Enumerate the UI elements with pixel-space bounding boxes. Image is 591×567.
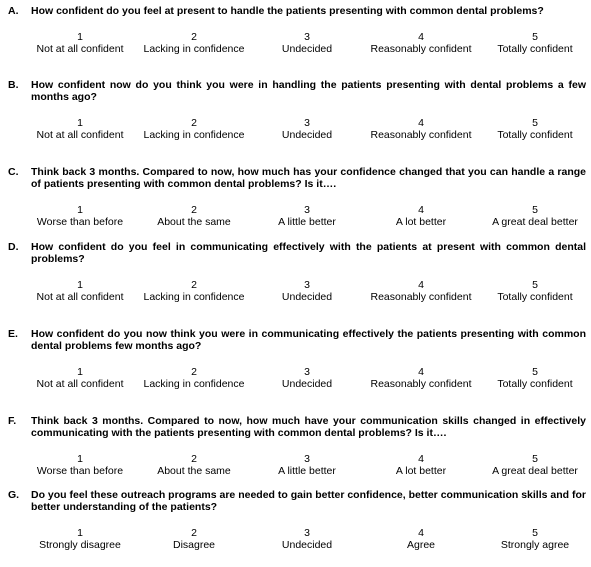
option-number: 5 — [532, 31, 538, 43]
option-number: 2 — [191, 117, 197, 129]
option-number: 5 — [532, 204, 538, 216]
option-number: 2 — [191, 279, 197, 291]
question-letter: E. — [8, 328, 18, 340]
question-text: Think back 3 months. Compared to now, how much have your communication skills changed in effectively communicating with the patients presenting with common dental problems? Is it…. — [31, 415, 586, 439]
option-number: 5 — [532, 453, 538, 465]
question-text: How confident do you feel at present to handle the patients presenting with common dental problems? — [31, 5, 544, 17]
option-label: Agree — [406, 539, 436, 551]
option-label: Lacking in confidence — [143, 378, 245, 390]
option-number: 2 — [191, 366, 197, 378]
option-number: 4 — [418, 117, 424, 129]
likert-scale — [0, 366, 591, 406]
option-label: Lacking in confidence — [143, 291, 245, 303]
option-number: 4 — [418, 204, 424, 216]
question-text: How confident do you now think you were in communicating effectively the patients presenting with common dental problems few months ago? — [31, 328, 586, 352]
option-label: Worse than before — [36, 465, 124, 477]
option-number: 1 — [77, 527, 83, 539]
scale-option-4[interactable] — [363, 31, 479, 55]
option-label: Disagree — [172, 539, 216, 551]
scale-option-5[interactable] — [477, 279, 591, 303]
option-label: Lacking in confidence — [143, 129, 245, 141]
scale-option-3[interactable] — [249, 31, 365, 55]
option-label: Undecided — [281, 129, 333, 141]
scale-option-4[interactable] — [363, 279, 479, 303]
option-number: 5 — [532, 117, 538, 129]
option-number: 2 — [191, 527, 197, 539]
option-label: Totally confident — [497, 378, 573, 390]
option-number: 5 — [532, 527, 538, 539]
question-letter: F. — [8, 415, 17, 427]
option-number: 2 — [191, 453, 197, 465]
option-label: Reasonably confident — [370, 43, 472, 55]
scale-option-1[interactable] — [22, 279, 138, 303]
option-label: Undecided — [281, 43, 333, 55]
option-label: Not at all confident — [36, 378, 124, 390]
likert-scale — [0, 117, 591, 157]
question-letter: G. — [8, 489, 20, 501]
option-label: A great deal better — [492, 216, 578, 228]
option-number: 3 — [304, 527, 310, 539]
question-text: Think back 3 months. Compared to now, how much has your confidence changed that you can handle a range of patients presenting with common dental problems? Is it…. — [31, 166, 586, 190]
likert-scale — [0, 527, 591, 567]
option-label: Totally confident — [497, 43, 573, 55]
option-number: 1 — [77, 279, 83, 291]
scale-option-4[interactable] — [363, 117, 479, 141]
question-text: How confident now do you think you were in handling the patients presenting with dental problems a few months ago? — [31, 79, 586, 103]
option-label: A lot better — [395, 216, 447, 228]
option-number: 1 — [77, 453, 83, 465]
scale-option-1[interactable] — [22, 366, 138, 390]
option-label: Not at all confident — [36, 43, 124, 55]
scale-option-3[interactable] — [249, 366, 365, 390]
option-label: Reasonably confident — [370, 378, 472, 390]
question-letter: A. — [8, 5, 19, 17]
option-label: Not at all confident — [36, 291, 124, 303]
likert-scale — [0, 204, 591, 244]
scale-option-4[interactable] — [363, 453, 479, 477]
question-text: How confident do you feel in communicating effectively with the patients at present with common dental problems? — [31, 241, 586, 265]
option-label: About the same — [157, 465, 231, 477]
option-label: Undecided — [281, 378, 333, 390]
scale-option-4[interactable] — [363, 204, 479, 228]
scale-option-4[interactable] — [363, 527, 479, 551]
option-number: 5 — [532, 279, 538, 291]
scale-option-2[interactable] — [136, 453, 252, 477]
scale-option-5[interactable] — [477, 527, 591, 551]
question-letter: B. — [8, 79, 19, 91]
scale-option-1[interactable] — [22, 527, 138, 551]
option-number: 1 — [77, 117, 83, 129]
question-letter: D. — [8, 241, 19, 253]
scale-option-3[interactable] — [249, 279, 365, 303]
scale-option-3[interactable] — [249, 204, 365, 228]
scale-option-3[interactable] — [249, 453, 365, 477]
option-label: Undecided — [281, 539, 333, 551]
scale-option-5[interactable] — [477, 117, 591, 141]
option-number: 4 — [418, 31, 424, 43]
scale-option-3[interactable] — [249, 117, 365, 141]
option-label: Undecided — [281, 291, 333, 303]
option-number: 1 — [77, 366, 83, 378]
scale-option-4[interactable] — [363, 366, 479, 390]
scale-option-5[interactable] — [477, 204, 591, 228]
scale-option-2[interactable] — [136, 117, 252, 141]
option-number: 3 — [304, 204, 310, 216]
option-label: Lacking in confidence — [143, 43, 245, 55]
scale-option-5[interactable] — [477, 31, 591, 55]
scale-option-1[interactable] — [22, 453, 138, 477]
option-number: 2 — [191, 204, 197, 216]
scale-option-2[interactable] — [136, 527, 252, 551]
option-label: Totally confident — [497, 129, 573, 141]
scale-option-3[interactable] — [249, 527, 365, 551]
question-letter: C. — [8, 166, 19, 178]
option-number: 4 — [418, 366, 424, 378]
option-number: 4 — [418, 453, 424, 465]
scale-option-5[interactable] — [477, 366, 591, 390]
question-text: Do you feel these outreach programs are needed to gain better confidence, better communication skills and for better understanding of the patients? — [31, 489, 586, 513]
scale-option-5[interactable] — [477, 453, 591, 477]
option-number: 5 — [532, 366, 538, 378]
option-label: Strongly disagree — [39, 539, 121, 551]
likert-scale — [0, 31, 591, 71]
scale-option-2[interactable] — [136, 31, 252, 55]
option-number: 4 — [418, 527, 424, 539]
scale-option-1[interactable] — [22, 31, 138, 55]
likert-scale — [0, 279, 591, 319]
option-number: 3 — [304, 31, 310, 43]
option-label: About the same — [157, 216, 231, 228]
option-label: Worse than before — [36, 216, 124, 228]
option-label: Reasonably confident — [370, 129, 472, 141]
likert-scale — [0, 453, 591, 493]
option-label: Reasonably confident — [370, 291, 472, 303]
scale-option-1[interactable] — [22, 117, 138, 141]
option-number: 4 — [418, 279, 424, 291]
option-number: 3 — [304, 453, 310, 465]
scale-option-2[interactable] — [136, 279, 252, 303]
option-label: Strongly agree — [500, 539, 570, 551]
option-number: 2 — [191, 31, 197, 43]
option-label: A great deal better — [492, 465, 578, 477]
option-label: Not at all confident — [36, 129, 124, 141]
scale-option-2[interactable] — [136, 204, 252, 228]
option-label: A little better — [278, 216, 336, 228]
option-number: 3 — [304, 279, 310, 291]
scale-option-1[interactable] — [22, 204, 138, 228]
option-number: 3 — [304, 117, 310, 129]
option-number: 3 — [304, 366, 310, 378]
option-label: A little better — [278, 465, 336, 477]
scale-option-2[interactable] — [136, 366, 252, 390]
option-label: Totally confident — [497, 291, 573, 303]
option-number: 1 — [77, 31, 83, 43]
option-number: 1 — [77, 204, 83, 216]
option-label: A lot better — [395, 465, 447, 477]
